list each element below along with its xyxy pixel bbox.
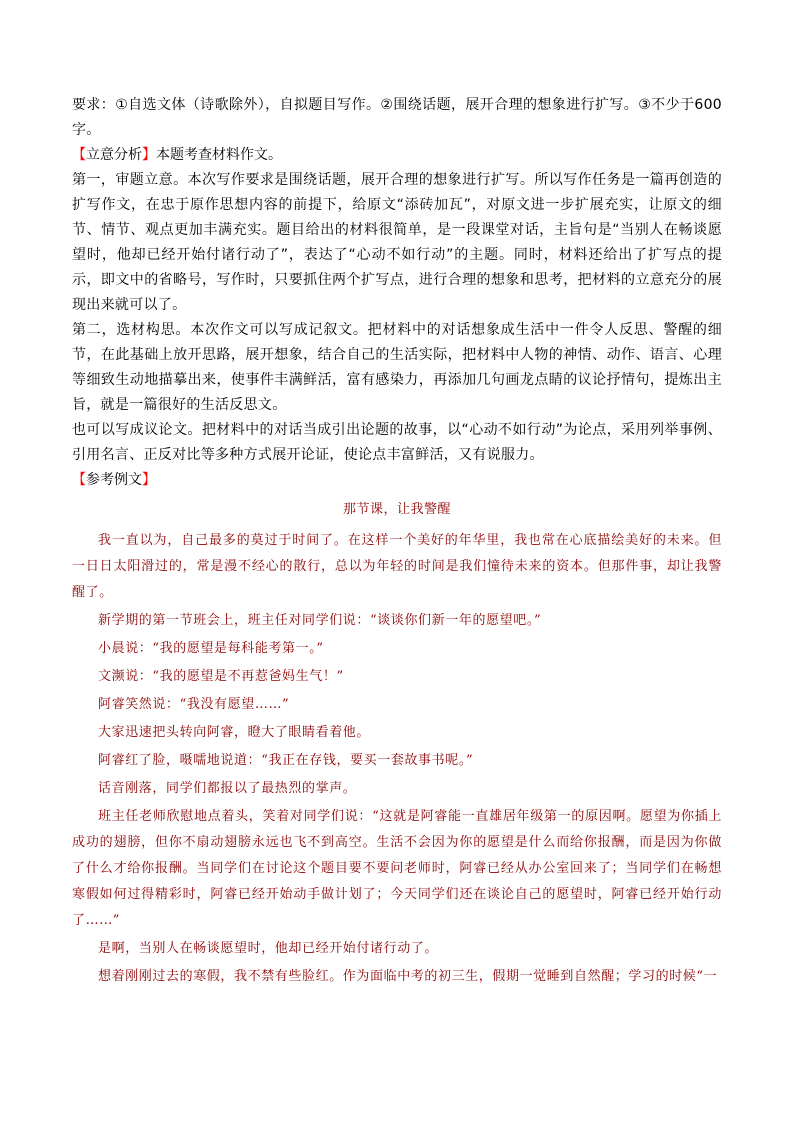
analysis-bracket-open: 【 <box>72 147 86 163</box>
essay-paragraph: 话音刚落，同学们都报以了最热烈的掌声。 <box>98 781 357 796</box>
essay-paragraph: 阿睿笑然说：“我没有愿望……” <box>98 697 290 712</box>
essay-paragraph: 阿睿红了脸，嗫嚅地说道：“我正在存钱，要买一套故事书呢。” <box>98 753 474 768</box>
essay-paragraph: 是啊，当别人在畅谈愿望时，他却已经开始付诸行动了。 <box>98 941 439 956</box>
essay-paragraph: 新学期的第一节班会上，班主任对同学们说：“谈谈你们新一年的愿望吧。” <box>98 613 542 628</box>
essay-paragraph: 大家迅速把头转向阿睿，瞪大了眼睛看着他。 <box>98 725 371 740</box>
essay-paragraph: 小晨说：“我的愿望是每科能考第一。” <box>98 641 324 656</box>
example-essay <box>72 497 722 990</box>
analysis-heading <box>72 143 722 168</box>
essay-paragraph: 我一直以为，自己最多的莫过于时间了。在这样一个美好的年华里，我也常在心底描绘美好的未来。但一日日太阳滑过的，常是漫不经心的散行，总以为年轻的时间是我们憧待未来的资本。但那件事，却让我警醒了。 <box>72 533 722 600</box>
analysis-intro: 本题考查材料作文。 <box>156 147 282 163</box>
analysis-paragraph-2: 第二，选材构思。本次作文可以写成记叙文。把材料中的对话想象成生活中一件令人反思、警醒的细节，在此基础上放开思路，展开想象，结合自己的生活实际，把材料中人物的神情、动作、语言、心理等细致生动地描摹出来，使事件丰满鲜活，富有感染力，再添加几句画龙点睛的议论抒情句，提炼出主旨，就是一篇很好的生活反思文。 <box>72 322 722 413</box>
example-bracket-close: 】 <box>142 472 156 488</box>
example-heading <box>72 468 722 493</box>
analysis-paragraph-1: 第一，审题立意。本次写作要求是围绕话题，展开合理的想象进行扩写。所以写作任务是一篇再创造的扩写作文，在忠于原作思想内容的前提下，给原文“添砖加瓦”，对原文进一步扩展充实，让原文的细节、情节、观点更加丰满充实。题目给出的材料很简单，是一段课堂对话，主旨句是“当别人在畅谈愿望时，他却已经开始付诸行动了”，表达了“心动不如行动”的主题。同时，材料还给出了扩写点的提示，即文中的省略号，写作时，只要抓住两个扩写点，进行合理的想象和思考，把材料的立意充分的展现出来就可以了。 <box>72 172 722 313</box>
requirements-text: 要求：①自选文体（诗歌除外），自拟题目写作。②围绕话题，展开合理的想象进行扩写。③不少于600字。 <box>72 97 722 138</box>
example-bracket-open: 【 <box>72 472 86 488</box>
essay-paragraph: 文濒说：“我的愿望是不再惹爸妈生气！” <box>98 669 344 684</box>
analysis-label: 立意分析 <box>86 147 142 163</box>
essay-paragraph: 班主任老师欣慰地点着头，笑着对同学们说：“这就是阿睿能一直雄居年级第一的原因啊。愿望为你插上成功的翅膀，但你不扇动翅膀永远也飞不到高空。生活不会因为你的愿望是什么而给你报酬，而是因为你做了什么才给你报酬。当同学们在讨论这个题目要不要问老师时，阿睿已经从办公室回来了；当同学们在畅想寒假如何过得精彩时，阿睿已经开始动手做计划了；今天同学们还在谈论自己的愿望时，阿睿已经开始行动了……” <box>72 809 722 928</box>
essay-title: 那节课，让我警醒 <box>342 502 451 517</box>
analysis-bracket-close: 】 <box>142 147 156 163</box>
essay-paragraph: 想着刚刚过去的寒假，我不禁有些脸红。作为面临中考的初三生，假期一觉睡到自然醒；学习的时候“一 <box>98 969 718 984</box>
example-label: 参考例文 <box>86 472 142 488</box>
analysis-paragraph-3: 也可以写成议论文。把材料中的对话当成引出论题的故事，以“心动不如行动”为论点，采用列举事例、引用名言、正反对比等多种方式展开论证，使论点丰富鲜活，又有说服力。 <box>72 422 722 463</box>
document-content <box>72 93 722 992</box>
